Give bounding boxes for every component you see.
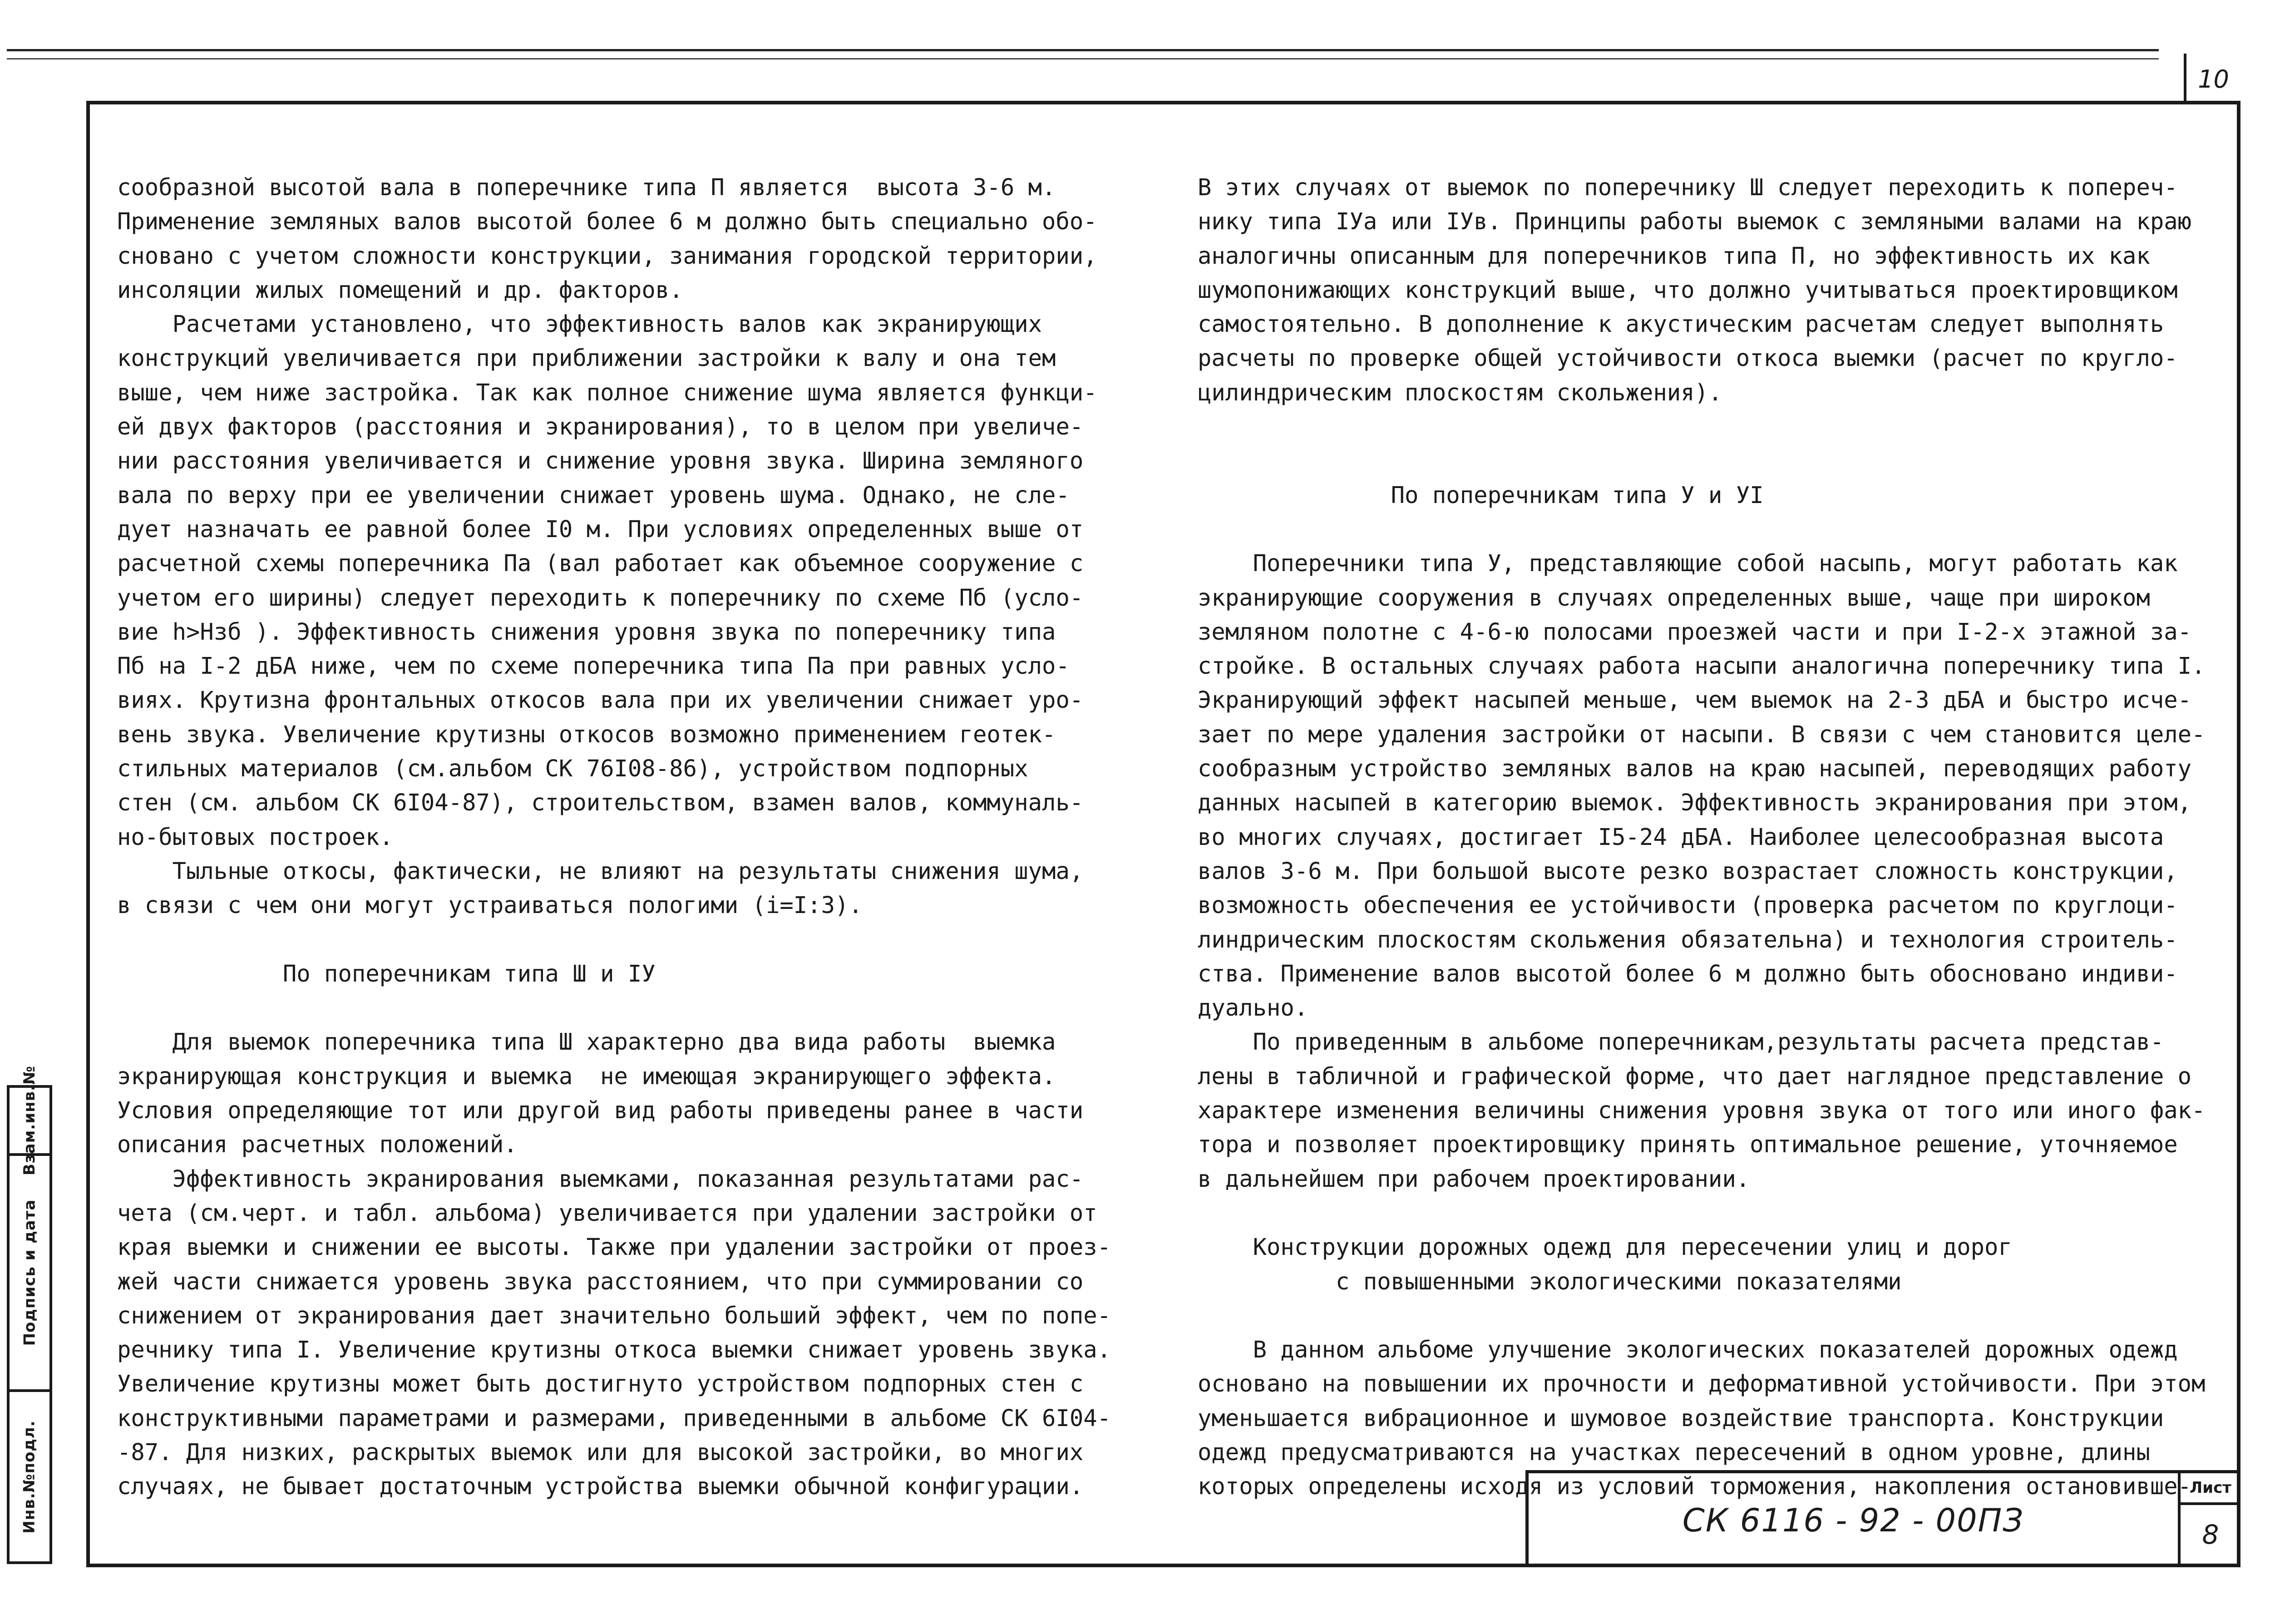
text-line: описания расчетных положений. bbox=[117, 1131, 518, 1158]
text-line: одежд предусматриваются на участках пересечений в одном уровне, длины bbox=[1198, 1438, 2150, 1466]
text-line: В этих случаях от выемок по поперечнику Ш следует переходить к попереч- bbox=[1198, 174, 2178, 201]
text-line: стройке. В остальных случаях работа насыпи аналогична поперечнику типа I. bbox=[1198, 652, 2206, 680]
text-line bbox=[117, 991, 1118, 1025]
sheet-label: Лист bbox=[2181, 1473, 2240, 1505]
text-line: лены в табличной и графической форме, что дает наглядное представление о bbox=[1198, 1062, 2192, 1090]
text-line: сновано с учетом сложности конструкции, занимания городской территории, bbox=[117, 242, 1097, 269]
text-line: Применение земляных валов высотой более 6 м должно быть специально обо- bbox=[117, 208, 1097, 235]
text-line: жей части снижается уровень звука расстоянием, что при суммировании со bbox=[117, 1268, 1084, 1295]
text-line: уменьшается вибрационное и шумовое воздействие транспорта. Конструкции bbox=[1198, 1404, 2164, 1431]
text-line: экранирующая конструкция и выемка не имеющая экранирующего эффекта. bbox=[117, 1062, 1056, 1090]
text-line: но-бытовых построек. bbox=[117, 823, 394, 850]
text-line: Тыльные откосы, фактически, не влияют на результаты снижения шума, bbox=[117, 857, 1084, 884]
text-line: расчеты по проверке общей устойчивости откоса выемки (расчет по кругло- bbox=[1198, 345, 2178, 372]
text-line: с повышенными экологическими показателями bbox=[1198, 1268, 1902, 1295]
text-line: -87. Для низких, раскрытых выемок или для высокой застройки, во многих bbox=[117, 1438, 1084, 1466]
text-line: аналогичны описанным для поперечников типа П, но эффективность их как bbox=[1198, 242, 2150, 269]
paragraph bbox=[1198, 170, 2199, 410]
side-cell-replaced-inv: Взам.инв.№ bbox=[10, 1088, 49, 1156]
text-line: которых определены исходя из условий торможения, накопления остановивше- bbox=[1198, 1473, 2192, 1500]
text-line: Расчетами установлено, что эффективность валов как экранирующих bbox=[117, 311, 1042, 338]
text-line: инсоляции жилых помещений и др. факторов. bbox=[117, 276, 683, 303]
text-line: края выемки и снижении ее высоты. Также при удалении застройки от проез- bbox=[117, 1234, 1111, 1261]
text-line bbox=[1198, 1196, 2199, 1230]
right-text-column bbox=[1198, 170, 2206, 1504]
spacer bbox=[1198, 410, 2199, 478]
text-line: нии расстояния увеличивается и снижение уровня звука. Ширина земляного bbox=[117, 447, 1084, 474]
text-line: вала по верху при ее увеличении снижает уровень шума. Однако, не сле- bbox=[117, 481, 1070, 508]
text-line: расчетной схемы поперечника Па (вал работает как объемное сооружение с bbox=[117, 550, 1084, 577]
text-line: сообразным устройство земляных валов на краю насыпей, переводящих работу bbox=[1198, 755, 2192, 782]
text-line bbox=[117, 923, 1118, 957]
text-line: основано на повышении их прочности и деформативной устойчивости. При этом bbox=[1198, 1370, 2206, 1397]
page-number: 10 bbox=[2184, 54, 2240, 104]
paragraph bbox=[117, 307, 1118, 854]
text-line: ей двух факторов (расстояния и экранирования), то в целом при увеличе- bbox=[117, 413, 1084, 440]
spacer bbox=[1198, 1196, 2199, 1230]
side-cell-signature-date: Подпись и дата bbox=[10, 1156, 49, 1392]
text-line: учетом его ширины) следует переходить к поперечнику по схеме Пб (усло- bbox=[117, 584, 1084, 611]
section-heading bbox=[1198, 478, 2199, 512]
text-line: В данном альбоме улучшение экологических показателей дорожных одежд bbox=[1198, 1336, 2178, 1363]
paragraph bbox=[1198, 546, 2206, 1025]
spacer bbox=[1198, 1298, 2199, 1333]
document-code: СК 6116 - 92 - 00ПЗ bbox=[1682, 1501, 2024, 1539]
paragraph bbox=[117, 1025, 1118, 1161]
text-line: сообразной высотой вала в поперечнике типа П является высота 3-6 м. bbox=[117, 174, 1056, 201]
section-heading bbox=[1198, 1230, 2199, 1298]
text-line: вие h>Hзб ). Эффективность снижения уровня звука по поперечнику типа bbox=[117, 618, 1056, 645]
text-line: конструктивными параметрами и размерами, приведенными в альбоме СК 6I04- bbox=[117, 1404, 1111, 1431]
text-line: линдрическим плоскостям скольжения обязательна) и технология строитель- bbox=[1198, 926, 2178, 953]
text-line: виях. Крутизна фронтальных откосов вала при их увеличении снижает уро- bbox=[117, 686, 1084, 714]
text-line: речнику типа I. Увеличение крутизны откоса выемки снижает уровень звука. bbox=[117, 1336, 1111, 1363]
text-line: снижением от экранирования дает значительно больший эффект, чем по попе- bbox=[117, 1302, 1111, 1329]
sheet-number: 8 bbox=[2202, 1519, 2219, 1550]
text-line: вень звука. Увеличение крутизны откосов возможно применением геотек- bbox=[117, 721, 1056, 748]
text-line: По приведенным в альбоме поперечникам,результаты расчета представ- bbox=[1198, 1028, 2164, 1056]
text-line: зает по мере удаления застройки от насыпи. В связи с чем становится целе- bbox=[1198, 721, 2206, 748]
text-line: экранирующие сооружения в случаях определенных выше, чаще при широком bbox=[1198, 584, 2150, 611]
sheet-cell bbox=[2178, 1473, 2240, 1567]
left-text-column bbox=[117, 170, 1118, 1504]
text-line: конструкций увеличивается при приближении застройки к валу и она тем bbox=[117, 345, 1056, 372]
text-line: самостоятельно. В дополнение к акустическим расчетам следует выполнять bbox=[1198, 311, 2164, 338]
text-line: валов 3-6 м. При большой высоте резко возрастает сложность конструкции, bbox=[1198, 857, 2178, 884]
section-heading bbox=[117, 957, 1118, 991]
text-line: во многих случаях, достигает I5-24 дБА. Наиболее целесообразная высота bbox=[1198, 823, 2164, 850]
text-line: стильных материалов (см.альбом СК 76I08-86), устройством подпорных bbox=[117, 755, 1028, 782]
paragraph bbox=[117, 1162, 1118, 1504]
text-line: Пб на I-2 дБА ниже, чем по схеме поперечника типа Па при равных усло- bbox=[117, 652, 1070, 680]
text-line bbox=[1198, 410, 2199, 444]
text-line: По поперечникам типа Ш и IУ bbox=[117, 960, 656, 987]
text-line: стен (см. альбом СК 6I04-87), строительством, взамен валов, коммуналь- bbox=[117, 789, 1084, 816]
text-line: Поперечники типа У, представляющие собой насыпь, могут работать как bbox=[1198, 550, 2178, 577]
side-approval-strip bbox=[7, 1066, 52, 1564]
text-line: случаях, не бывает достаточным устройства выемки обычной конфигурации. bbox=[117, 1473, 1084, 1500]
text-line: Условия определяющие тот или другой вид работы приведены ранее в части bbox=[117, 1097, 1084, 1124]
text-line: нику типа IУа или IУв. Принципы работы выемок с земляными валами на краю bbox=[1198, 208, 2192, 235]
text-line: в связи с чем они могут устраиваться пологими (i=I:3). bbox=[117, 892, 863, 919]
text-line: Увеличение крутизны может быть достигнуто устройством подпорных стен с bbox=[117, 1370, 1084, 1397]
text-line: выше, чем ниже застройка. Так как полное снижение шума является функци- bbox=[117, 379, 1097, 406]
text-line: дует назначать ее равной более I0 м. При условиях определенных выше от bbox=[117, 515, 1084, 543]
spacer bbox=[117, 923, 1118, 957]
text-line: тора и позволяет проектировщику принять оптимальное решение, уточняемое bbox=[1198, 1131, 2178, 1158]
text-line: в дальнейшем при рабочем проектировании. bbox=[1198, 1165, 1750, 1192]
paragraph bbox=[117, 854, 1118, 923]
text-line: чета (см.черт. и табл. альбома) увеличивается при удалении застройки от bbox=[117, 1199, 1097, 1226]
text-line: Эффективность экранирования выемками, показанная результатами рас- bbox=[117, 1165, 1084, 1192]
spacer bbox=[1198, 512, 2199, 546]
text-line: данных насыпей в категорию выемок. Эффективность экранирования при этом, bbox=[1198, 789, 2192, 816]
title-block-stamp bbox=[1525, 1470, 2240, 1567]
text-line: По поперечникам типа У и УI bbox=[1198, 481, 1764, 508]
text-line: ства. Применение валов высотой более 6 м должно быть обосновано индиви- bbox=[1198, 960, 2178, 987]
paragraph bbox=[1198, 1025, 2206, 1195]
text-line bbox=[1198, 512, 2199, 546]
text-line: земляном полотне с 4-6-ю полосами проезжей части и при I-2-х этажной за- bbox=[1198, 618, 2192, 645]
text-line bbox=[1198, 1298, 2199, 1333]
side-cell-original-inv: Инв.№подл. bbox=[20, 1420, 39, 1534]
top-rule bbox=[7, 49, 2159, 51]
spacer bbox=[117, 991, 1118, 1025]
top-rule-secondary bbox=[7, 58, 2159, 59]
text-line: Для выемок поперечника типа Ш характерно два вида работы выемка bbox=[117, 1028, 1056, 1056]
text-line: возможность обеспечения ее устойчивости (проверка расчетом по круглоци- bbox=[1198, 892, 2178, 919]
text-line: шумопонижающих конструкций выше, что должно учитываться проектировщиком bbox=[1198, 276, 2178, 303]
text-line: дуально. bbox=[1198, 994, 1308, 1022]
text-line: характере изменения величины снижения уровня звука от того или иного фак- bbox=[1198, 1097, 2206, 1124]
text-line: цилиндрическим плоскостям скольжения). bbox=[1198, 379, 1722, 406]
paragraph bbox=[117, 170, 1118, 307]
text-line: Конструкции дорожных одежд для пересечении улиц и дорог bbox=[1198, 1234, 2012, 1261]
text-line bbox=[1198, 444, 2199, 478]
text-line: Экранирующий эффект насыпей меньше, чем выемок на 2-3 дБА и быстро исче- bbox=[1198, 686, 2192, 714]
